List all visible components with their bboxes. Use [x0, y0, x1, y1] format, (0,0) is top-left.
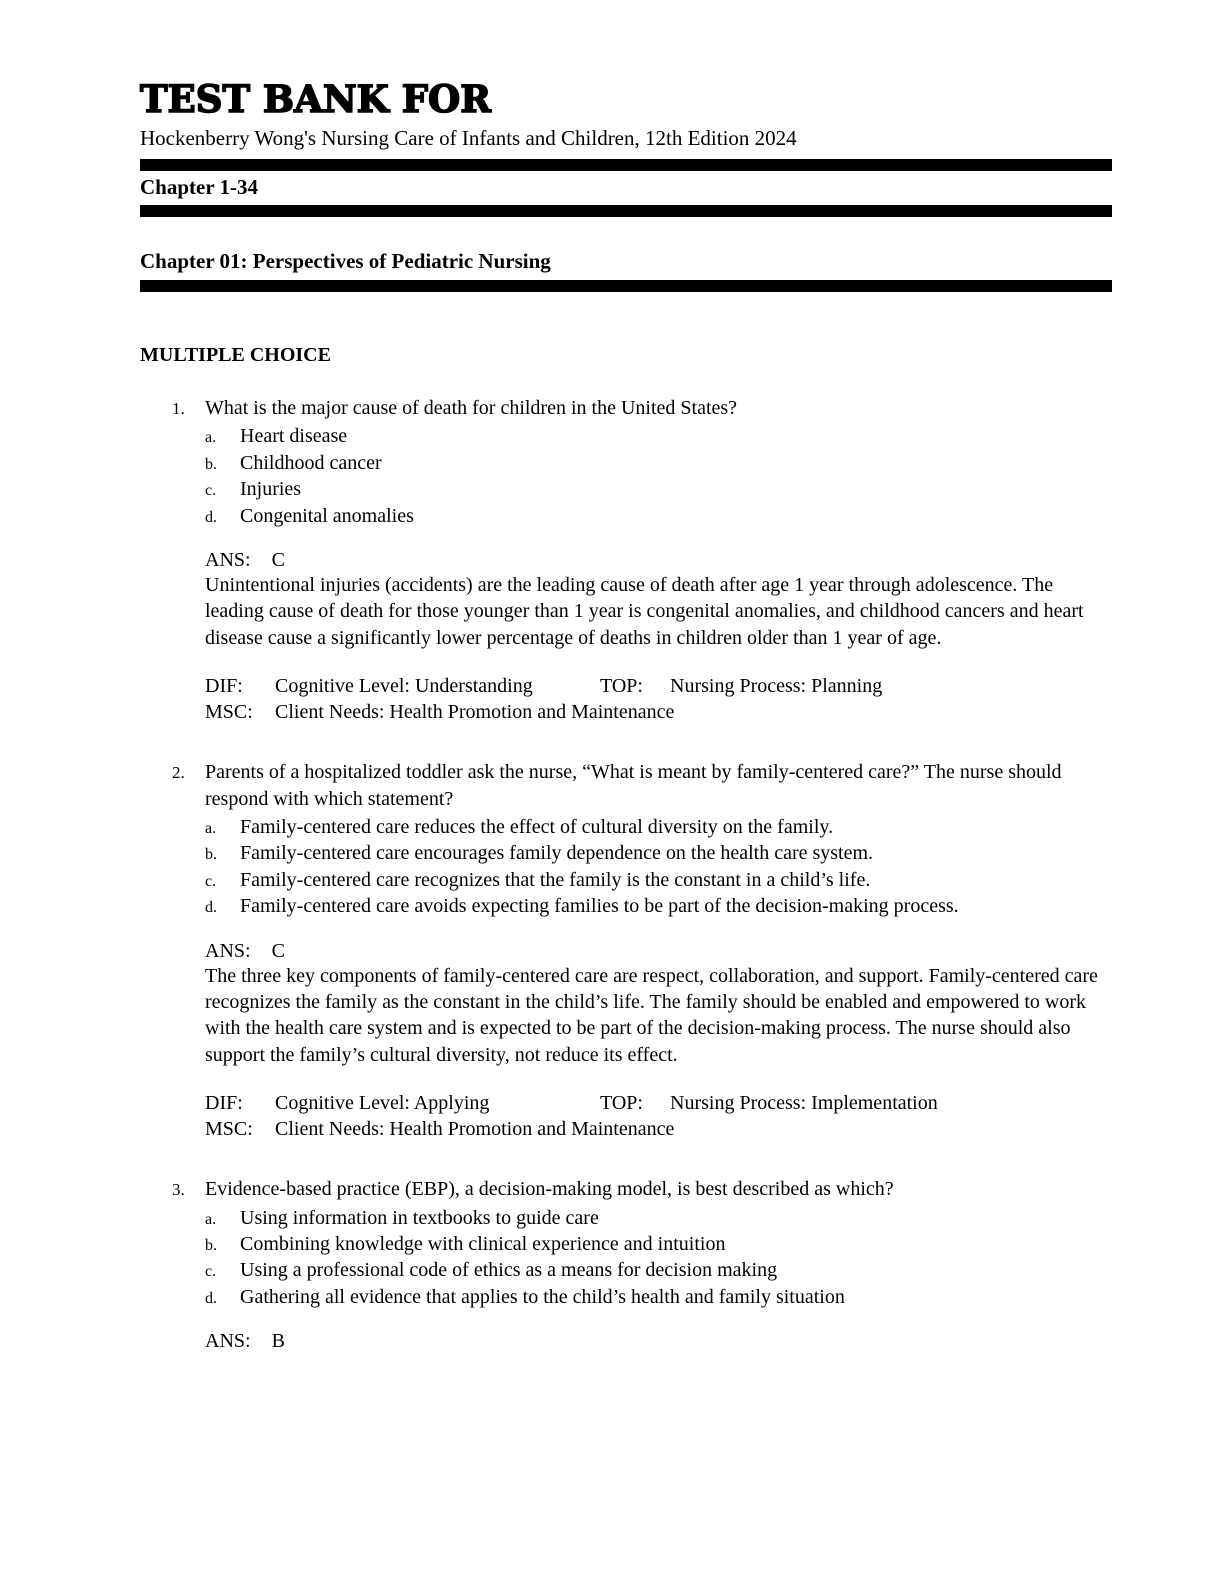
answer-value: C	[271, 549, 285, 572]
option-letter: d.	[205, 1289, 217, 1307]
msc-value: Client Needs: Health Promotion and Maintenance	[275, 1118, 675, 1141]
option-text: Gathering all evidence that applies to the child’s health and family situation	[240, 1285, 845, 1308]
answer-line	[205, 1330, 1112, 1353]
option-letter: d.	[205, 899, 217, 917]
msc-line	[205, 1116, 1112, 1142]
msc-label: MSC:	[205, 701, 253, 724]
dif-top-line	[205, 1090, 1112, 1116]
question-meta	[205, 673, 1112, 725]
dif-value: Cognitive Level: Understanding	[275, 675, 533, 698]
question-row	[140, 1176, 1112, 1202]
question-text: Evidence-based practice (EBP), a decision-making model, is best described as which?	[205, 1178, 894, 1201]
option-text: Heart disease	[240, 425, 348, 448]
top-value: Nursing Process: Implementation	[670, 1092, 938, 1115]
answer-value: C	[271, 939, 285, 962]
option-a	[205, 1205, 1112, 1231]
top-label: TOP:	[600, 675, 643, 698]
top-value: Nursing Process: Planning	[670, 675, 883, 698]
option-letter: a.	[205, 1210, 217, 1228]
chapter-title-heading: Chapter 01: Perspectives of Pediatric Nursing	[140, 249, 551, 274]
dif-top-line	[205, 673, 1112, 699]
question-number: 1.	[172, 399, 185, 419]
option-d	[205, 503, 1112, 529]
option-c	[205, 476, 1112, 502]
msc-line	[205, 699, 1112, 725]
option-d	[205, 893, 1112, 919]
option-text: Childhood cancer	[240, 451, 382, 474]
answer-value: B	[271, 1330, 285, 1353]
option-b	[205, 450, 1112, 476]
answer-line	[205, 940, 1112, 963]
option-letter: b.	[205, 455, 217, 473]
dif-label: DIF:	[205, 675, 243, 698]
option-letter: c.	[205, 1263, 217, 1281]
msc-label: MSC:	[205, 1118, 253, 1141]
rationale-text: Unintentional injuries (accidents) are the leading cause of death after age 1 year through adolescence. The leading cause of death for those younger than 1 year is congenital anomalies, and childhood cancers and heart disease cause a significantly lower percentage of deaths in children older than 1 year of age.	[205, 574, 1084, 649]
document-content	[140, 77, 1112, 1353]
option-letter: c.	[205, 482, 217, 500]
question-number: 3.	[172, 1180, 185, 1200]
option-b	[205, 1231, 1112, 1257]
option-text: Using a professional code of ethics as a means for decision making	[240, 1259, 778, 1282]
option-a	[205, 814, 1112, 840]
divider-bar	[140, 205, 1112, 217]
divider-bar	[140, 280, 1112, 292]
option-b	[205, 840, 1112, 866]
option-d	[205, 1284, 1112, 1310]
answer-line	[205, 549, 1112, 572]
answer-label: ANS:	[205, 549, 251, 572]
answer-label: ANS:	[205, 1330, 251, 1353]
option-text: Family-centered care encourages family dependence on the health care system.	[240, 842, 874, 865]
options-list	[205, 423, 1112, 529]
option-text: Family-centered care avoids expecting families to be part of the decision-making process.	[240, 895, 959, 918]
option-letter: a.	[205, 820, 217, 837]
question-block-1	[140, 395, 1112, 725]
section-heading: MULTIPLE CHOICE	[140, 344, 331, 367]
option-text: Combining knowledge with clinical experience and intuition	[240, 1232, 726, 1255]
option-letter: d.	[205, 508, 217, 526]
dif-value: Cognitive Level: Applying	[275, 1092, 490, 1115]
option-c	[205, 867, 1112, 893]
document-subtitle: Hockenberry Wong's Nursing Care of Infants and Children, 12th Edition 2024	[140, 125, 797, 150]
option-text: Family-centered care recognizes that the family is the constant in a child’s life.	[240, 868, 871, 891]
question-meta	[205, 1090, 1112, 1142]
question-block-3	[140, 1176, 1112, 1353]
question-text: Parents of a hospitalized toddler ask the nurse, “What is meant by family-centered care?” The nurse should respond with which statement?	[205, 761, 1062, 810]
chapter-range-heading: Chapter 1-34	[140, 175, 259, 200]
option-letter: b.	[205, 846, 217, 864]
top-label: TOP:	[600, 1092, 643, 1115]
option-letter: c.	[205, 872, 217, 890]
question-block-2	[140, 759, 1112, 1142]
option-text: Using information in textbooks to guide care	[240, 1206, 599, 1229]
document-title: TEST BANK FOR	[140, 77, 491, 121]
question-text: What is the major cause of death for children in the United States?	[205, 397, 738, 420]
msc-value: Client Needs: Health Promotion and Maintenance	[275, 701, 675, 724]
rationale-text: The three key components of family-centered care are respect, collaboration, and support. Family-centered care recognizes the family as the constant in the child’s life. The family should be enabled and empowered to work with the health care system and is expected to be part of the decision-making process. The nurse should also support the family’s cultural diversity, not reduce its effect.	[205, 964, 1098, 1066]
option-text: Family-centered care reduces the effect of cultural diversity on the family.	[240, 816, 834, 838]
option-a	[205, 423, 1112, 449]
divider-bar	[140, 159, 1112, 171]
option-letter: a.	[205, 429, 217, 447]
answer-label: ANS:	[205, 939, 251, 962]
question-number: 2.	[172, 763, 185, 783]
option-text: Injuries	[240, 478, 302, 501]
dif-label: DIF:	[205, 1092, 243, 1115]
question-row	[140, 759, 1112, 812]
option-text: Congenital anomalies	[240, 504, 414, 527]
option-c	[205, 1257, 1112, 1283]
options-list	[205, 814, 1112, 920]
question-row	[140, 395, 1112, 421]
options-list	[205, 1205, 1112, 1311]
option-letter: b.	[205, 1236, 217, 1254]
